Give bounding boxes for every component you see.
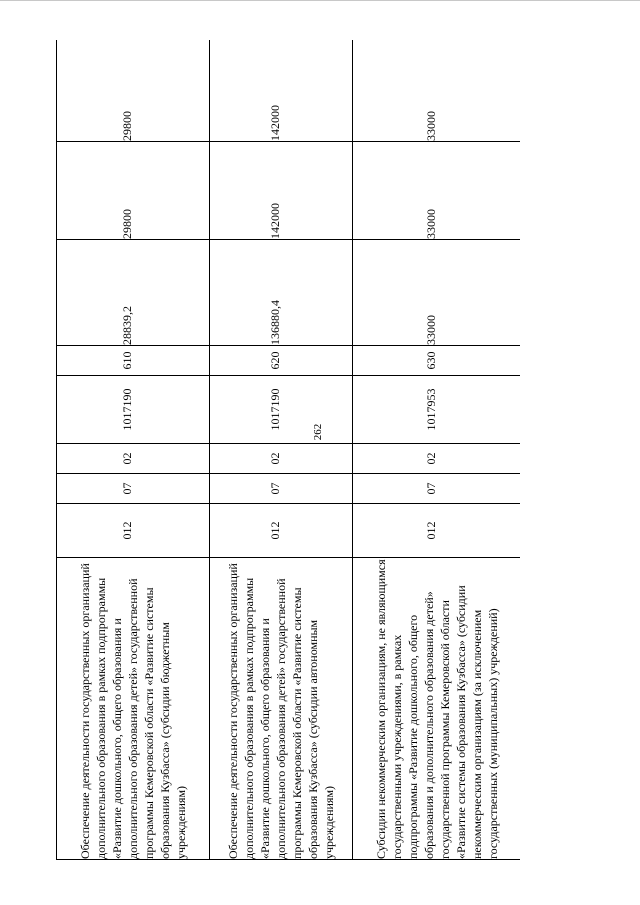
section-code-text: 07 — [120, 482, 134, 495]
amount-2 — [57, 142, 210, 240]
section-code — [210, 474, 353, 504]
page-number: 262 — [312, 423, 324, 441]
amount-1-text: 136880,4 — [268, 300, 282, 345]
expense-type-code-text: 630 — [423, 351, 438, 370]
expense-type-code-text: 610 — [120, 351, 134, 370]
section-code-text: 07 — [423, 482, 438, 495]
amount-2-text: 33000 — [423, 209, 438, 239]
subsection-code-text: 02 — [423, 452, 438, 465]
section-code — [57, 474, 210, 504]
amount-1 — [57, 240, 210, 346]
subsection-code-text: 02 — [268, 452, 282, 465]
budget-table — [56, 40, 520, 860]
amount-3-text: 33000 — [423, 111, 438, 141]
ministry-code-text: 012 — [120, 521, 134, 540]
target-article-code-text: 1017953 — [423, 388, 438, 431]
ministry-code — [57, 504, 210, 558]
target-article-code-text: 1017190 — [120, 388, 134, 431]
amount-3 — [210, 40, 353, 142]
ministry-code — [210, 504, 353, 558]
ministry-code — [353, 504, 521, 558]
target-article-code — [57, 376, 210, 444]
expense-type-code-text: 620 — [268, 351, 282, 370]
amount-3 — [353, 40, 521, 142]
amount-2 — [353, 142, 521, 240]
budget-table-container — [56, 40, 520, 860]
amount-1-text: 28839,2 — [120, 306, 134, 345]
table-row — [353, 40, 521, 860]
table-row — [210, 40, 353, 860]
table-row — [57, 40, 210, 860]
target-article-code — [353, 376, 521, 444]
row-description: Обеспечение деятельности государственных организаций дополнительного образования в рамках подпрограммы «Развитие дошкольного, общего образования и дополнительного образования детей» государственной программы Кемеровской области «Развитие системы образования Кузбасса» (субсидии автономным учреждениям) — [210, 558, 353, 860]
amount-2-text: 142000 — [268, 203, 282, 239]
subsection-code-text: 02 — [120, 452, 134, 465]
amount-3-text: 29800 — [120, 111, 134, 141]
target-article-code — [210, 376, 353, 444]
row-description: Субсидии некоммерческим организациям, не являющимся государственными учреждениями, в рамках подпрограммы «Развитие дошкольного, общего образования и дополнительного образования детей» государственной программы Кемеровской области «Развитие системы образования Кузбасса» (субсидии некоммерческим организациям (за исключением государственных (муниципальных) учреждений) — [353, 558, 521, 860]
amount-1-text: 33000 — [423, 315, 438, 345]
subsection-code — [210, 444, 353, 474]
row-description: Обеспечение деятельности государственных организаций дополнительного образования в рамках подпрограммы «Развитие дошкольного, общего образования и дополнительного образования детей» государственной программы Кемеровской области «Развитие системы образования Кузбасса» (субсидии бюджетным учреждениям) — [57, 558, 210, 860]
subsection-code — [57, 444, 210, 474]
expense-type-code — [210, 346, 353, 376]
ministry-code-text: 012 — [268, 521, 282, 540]
top-rule — [0, 0, 640, 7]
amount-1 — [353, 240, 521, 346]
ministry-code-text: 012 — [423, 521, 438, 540]
subsection-code — [353, 444, 521, 474]
section-code-text: 07 — [268, 482, 282, 495]
amount-2-text: 29800 — [120, 209, 134, 239]
amount-1 — [210, 240, 353, 346]
expense-type-code — [353, 346, 521, 376]
expense-type-code — [57, 346, 210, 376]
rotated-page-content — [56, 40, 520, 860]
amount-2 — [210, 142, 353, 240]
target-article-code-text: 1017190 — [268, 388, 282, 431]
amount-3 — [57, 40, 210, 142]
amount-3-text: 142000 — [268, 105, 282, 141]
section-code — [353, 474, 521, 504]
